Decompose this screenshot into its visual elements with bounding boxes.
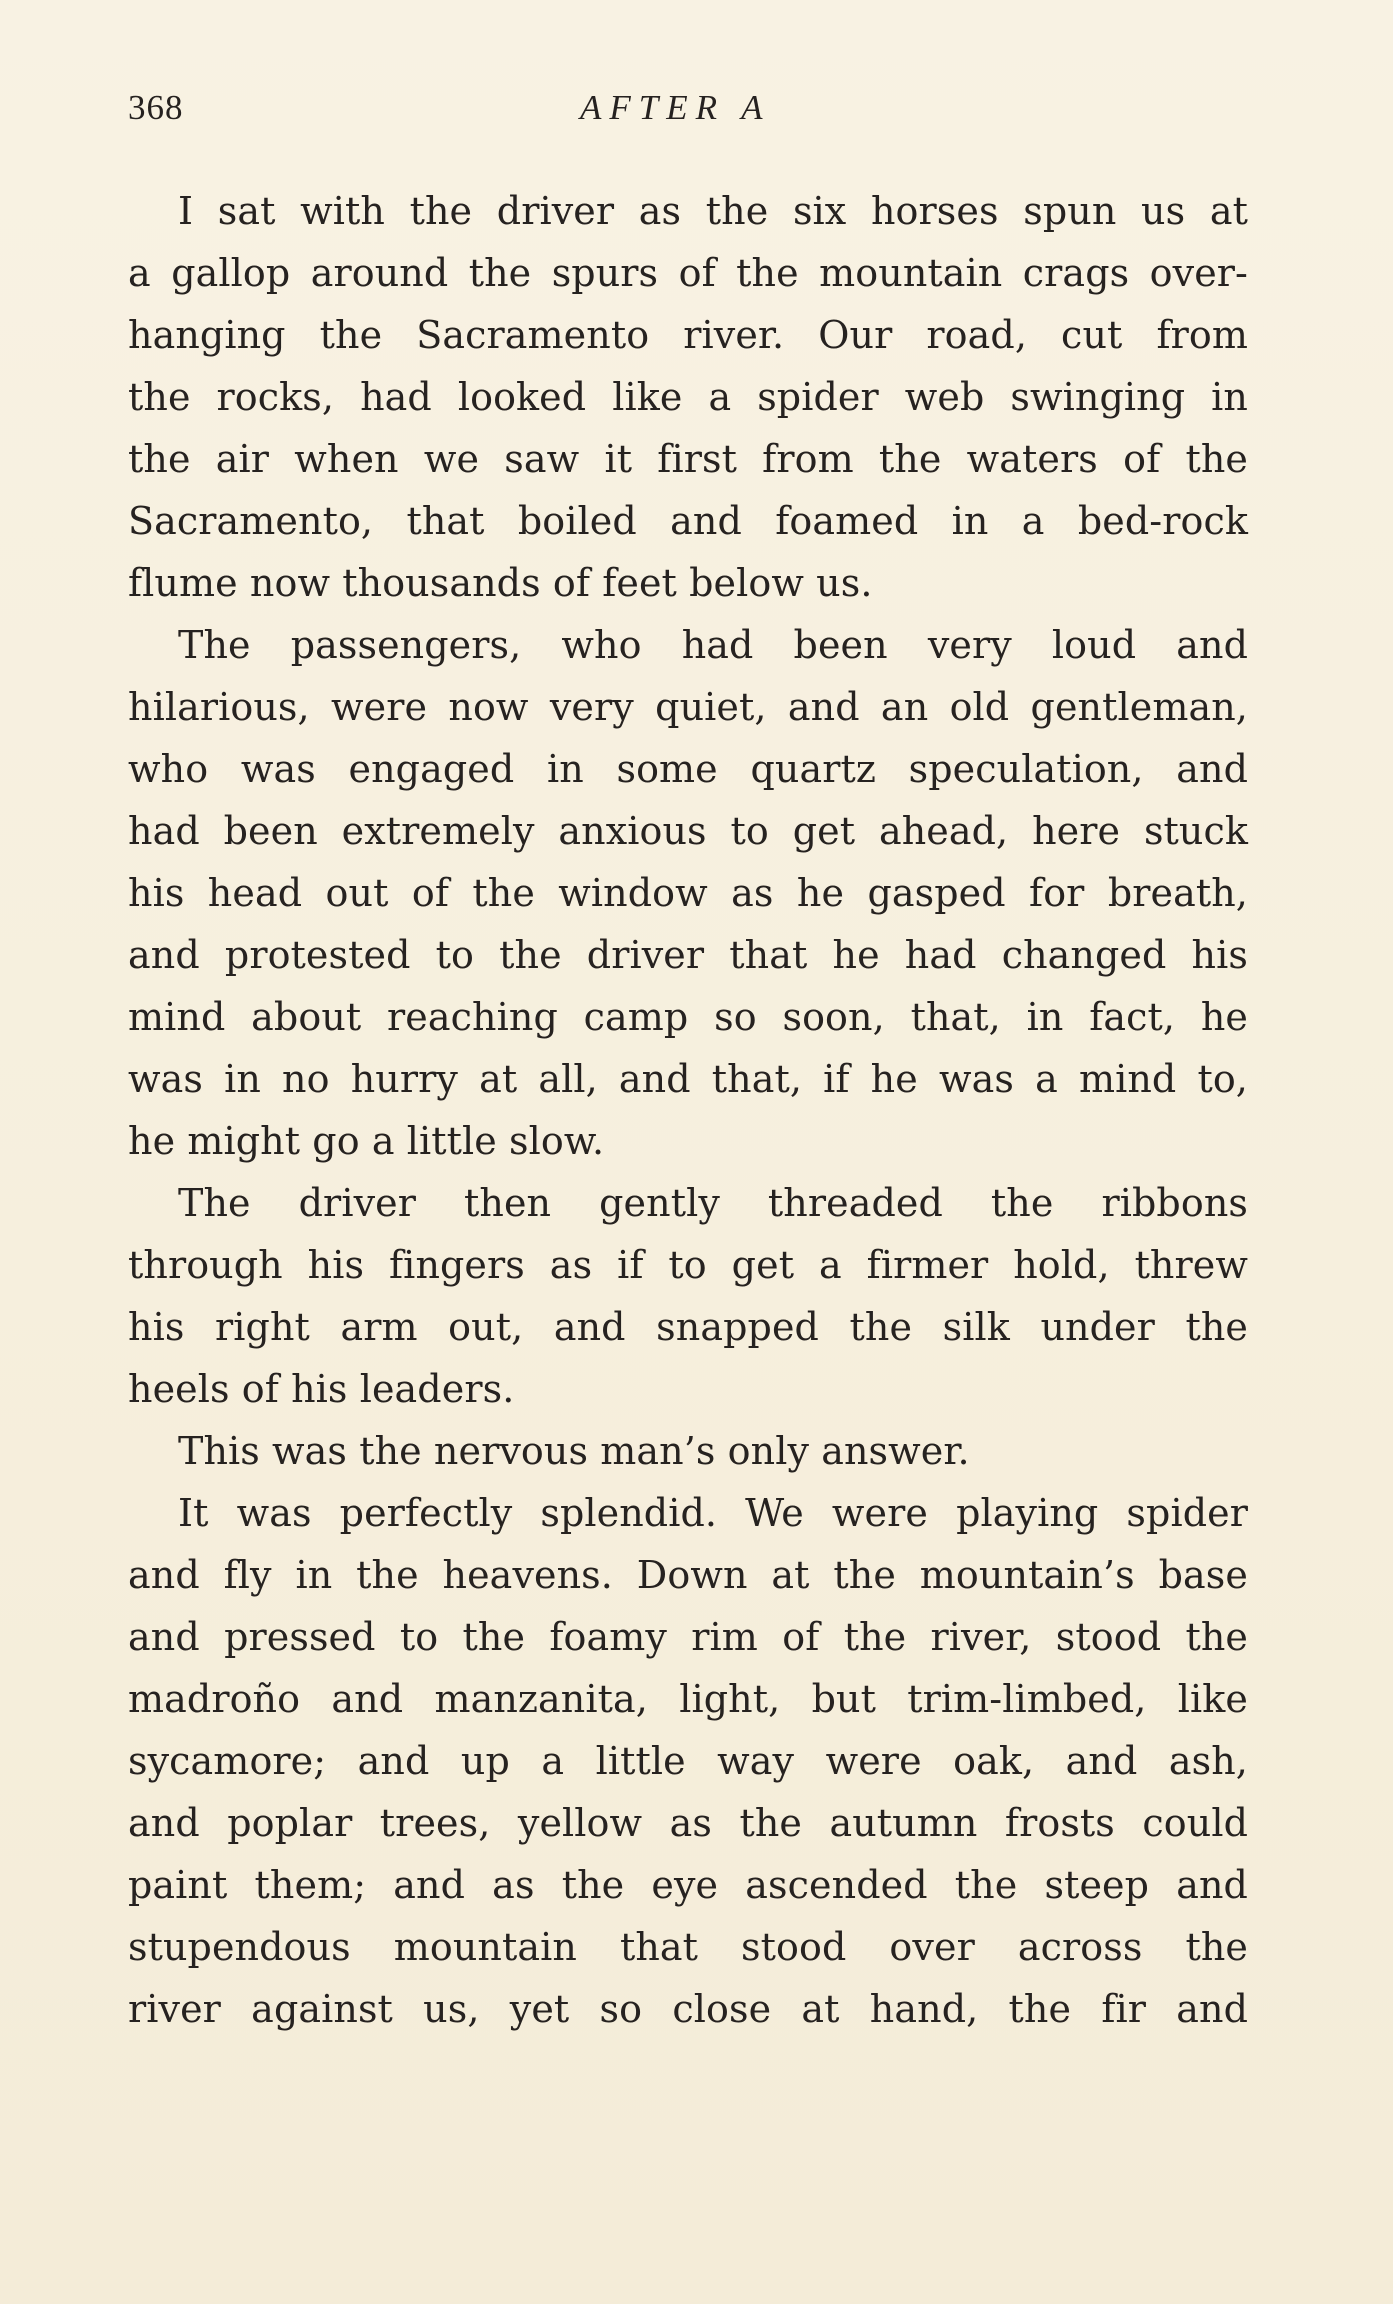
text-line: his right arm out, and snapped the silk under the: [128, 1305, 1248, 1349]
text-line: and fly in the heavens. Down at the mountain’s base: [128, 1553, 1248, 1597]
page-number: 368: [128, 88, 184, 127]
running-head: [128, 88, 1248, 138]
text-line: his head out of the window as he gasped for breath,: [128, 871, 1248, 915]
text-line: and protested to the driver that he had changed his: [128, 933, 1248, 977]
text-line: paint them; and as the eye ascended the steep and: [128, 1863, 1248, 1907]
text-line: was in no hurry at all, and that, if he was a mind to,: [128, 1057, 1248, 1101]
text-line: Sacramento, that boiled and foamed in a bed-rock: [128, 499, 1248, 543]
text-line: and poplar trees, yellow as the autumn frosts could: [128, 1801, 1248, 1845]
text-line: heels of his leaders.: [128, 1367, 515, 1411]
running-title: AFTER A: [580, 88, 771, 127]
text-line: I sat with the driver as the six horses spun us at: [178, 189, 1248, 233]
text-line: who was engaged in some quartz speculation, and: [128, 747, 1248, 791]
text-line: mind about reaching camp so soon, that, in fact, he: [128, 995, 1248, 1039]
text-line: and pressed to the foamy rim of the river, stood the: [128, 1615, 1248, 1659]
text-line: a gallop around the spurs of the mountain crags over-: [128, 251, 1248, 295]
body-text: [128, 180, 1248, 2040]
text-line: hilarious, were now very quiet, and an old gentleman,: [128, 685, 1248, 729]
text-line: the rocks, had looked like a spider web swinging in: [128, 375, 1248, 419]
text-line: flume now thousands of feet below us.: [128, 561, 873, 605]
text-line: madroño and manzanita, light, but trim-limbed, like: [128, 1677, 1248, 1721]
text-line: This was the nervous man’s only answer.: [178, 1429, 970, 1473]
text-line: hanging the Sacramento river. Our road, cut from: [128, 313, 1248, 357]
text-line: sycamore; and up a little way were oak, and ash,: [128, 1739, 1248, 1783]
text-line: stupendous mountain that stood over across the: [128, 1925, 1248, 1969]
text-line: through his fingers as if to get a firmer hold, threw: [128, 1243, 1248, 1287]
text-line: he might go a little slow.: [128, 1119, 605, 1163]
text-line: the air when we saw it first from the waters of the: [128, 437, 1248, 481]
text-line: The driver then gently threaded the ribbons: [178, 1181, 1248, 1225]
text-line: had been extremely anxious to get ahead, here stuck: [128, 809, 1248, 853]
text-line: It was perfectly splendid. We were playing spider: [178, 1491, 1248, 1535]
text-line: The passengers, who had been very loud and: [178, 623, 1248, 667]
text-line: river against us, yet so close at hand, the fir and: [128, 1987, 1248, 2031]
